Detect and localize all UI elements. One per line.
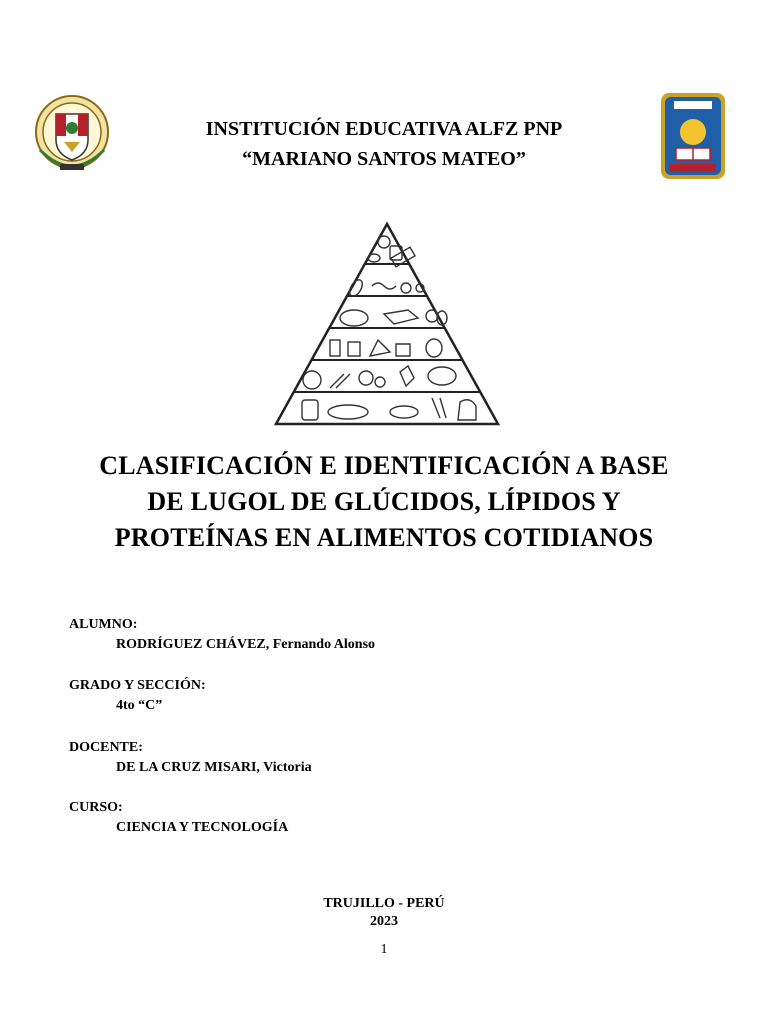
teacher-field xyxy=(69,740,312,776)
teacher-label: DOCENTE: xyxy=(69,740,143,755)
title-line-1: CLASIFICACIÓN E IDENTIFICACIÓN A BASE xyxy=(99,451,669,480)
institution-name: INSTITUCIÓN EDUCATIVA ALFZ PNP xyxy=(205,118,563,140)
course-field xyxy=(69,800,288,836)
footer-place: TRUJILLO - PERÚ xyxy=(323,896,445,911)
footer-year: 2023 xyxy=(370,914,398,929)
title-line-2: DE LUGOL DE GLÚCIDOS, LÍPIDOS Y xyxy=(147,487,621,516)
food-pyramid-icon xyxy=(272,218,502,434)
document-title xyxy=(40,448,728,556)
title-line-3: PROTEÍNAS EN ALIMENTOS COTIDIANOS xyxy=(114,523,654,552)
grade-value: 4to “C” xyxy=(116,698,163,713)
institution-subtitle: “MARIANO SANTOS MATEO” xyxy=(242,148,526,170)
teacher-value: DE LA CRUZ MISARI, Victoria xyxy=(116,760,312,775)
course-value: CIENCIA Y TECNOLOGÍA xyxy=(116,820,289,835)
grade-field xyxy=(69,678,206,714)
student-value: RODRÍGUEZ CHÁVEZ, Fernando Alonso xyxy=(116,637,376,652)
student-field xyxy=(69,617,375,653)
page-number: 1 xyxy=(380,942,388,957)
course-label: CURSO: xyxy=(69,800,123,815)
grade-label: GRADO Y SECCIÓN: xyxy=(69,678,206,693)
student-label: ALUMNO: xyxy=(69,617,138,632)
